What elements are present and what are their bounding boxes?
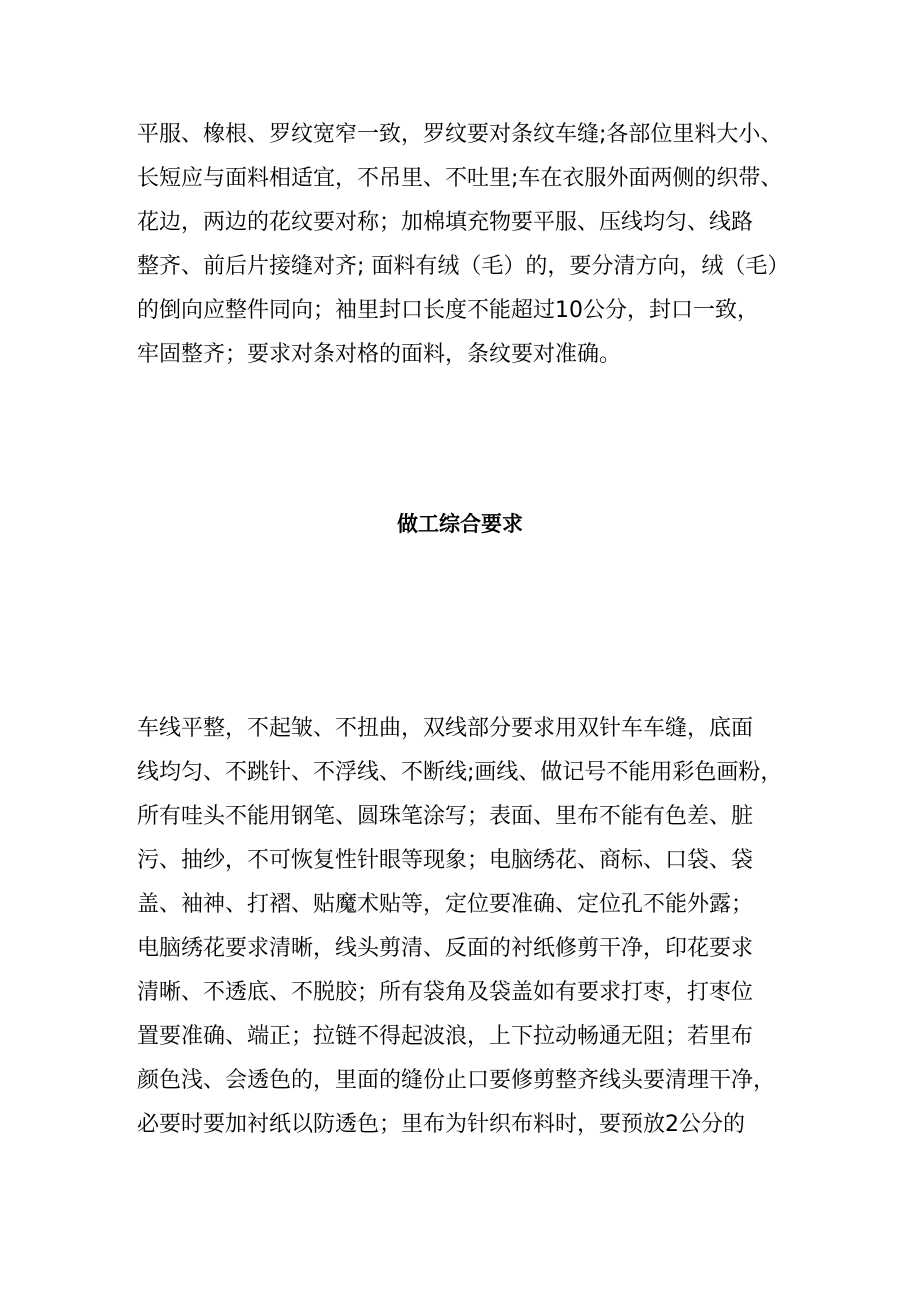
paragraph-line: 置要准确、端正；拉链不得起波浪，上下拉动畅通无阻；若里布 bbox=[137, 1024, 754, 1049]
paragraph-line: 整齐、前后片接缝对齐; 面料有绒（毛）的，要分清方向，绒（毛） bbox=[137, 254, 790, 279]
paragraph-line: 线均匀、不跳针、不浮线、不断线;画线、做记号不能用彩色画粉， bbox=[137, 760, 783, 785]
paragraph-line: 牢固整齐；要求对条对格的面料，条纹要对准确。 bbox=[137, 342, 622, 367]
paragraph-line: 长短应与面料相适宜，不吊里、不吐里;车在衣服外面两侧的织带、 bbox=[137, 166, 783, 191]
paragraph-line: 车线平整，不起皱、不扭曲，双线部分要求用双针车车缝，底面 bbox=[137, 716, 754, 741]
paragraph-line: 颜色浅、会透色的，里面的缝份止口要修剪整齐线头要清理干净， bbox=[137, 1068, 776, 1093]
paragraph-bottom bbox=[137, 707, 782, 1147]
paragraph-top bbox=[137, 113, 789, 377]
paragraph-line: 所有哇头不能用钢笔、圆珠笔涂写；表面、里布不能有色差、脏 bbox=[137, 804, 754, 829]
section-heading: 做工综合要求 bbox=[397, 512, 523, 536]
paragraph-line: 电脑绣花要求清晰，线头剪清、反面的衬纸修剪干净，印花要求 bbox=[137, 936, 754, 961]
paragraph-line: 的倒向应整件同向；袖里封口长度不能超过10公分，封口一致， bbox=[137, 298, 759, 323]
paragraph-line: 清晰、不透底、不脱胶；所有袋角及袋盖如有要求打枣，打枣位 bbox=[137, 980, 754, 1005]
paragraph-line: 盖、袖神、打褶、贴魔术贴等，定位要准确、定位孔不能外露； bbox=[137, 892, 754, 917]
paragraph-line: 污、抽纱，不可恢复性针眼等现象；电脑绣花、商标、口袋、袋 bbox=[137, 848, 754, 873]
paragraph-line: 平服、橡根、罗纹宽窄一致，罗纹要对条纹车缝;各部位里料大小、 bbox=[137, 122, 783, 147]
paragraph-line: 必要时要加衬纸以防透色；里布为针织布料时，要预放2公分的 bbox=[137, 1112, 745, 1137]
paragraph-line: 花边，两边的花纹要对称；加棉填充物要平服、压线均匀、线路 bbox=[137, 210, 754, 235]
